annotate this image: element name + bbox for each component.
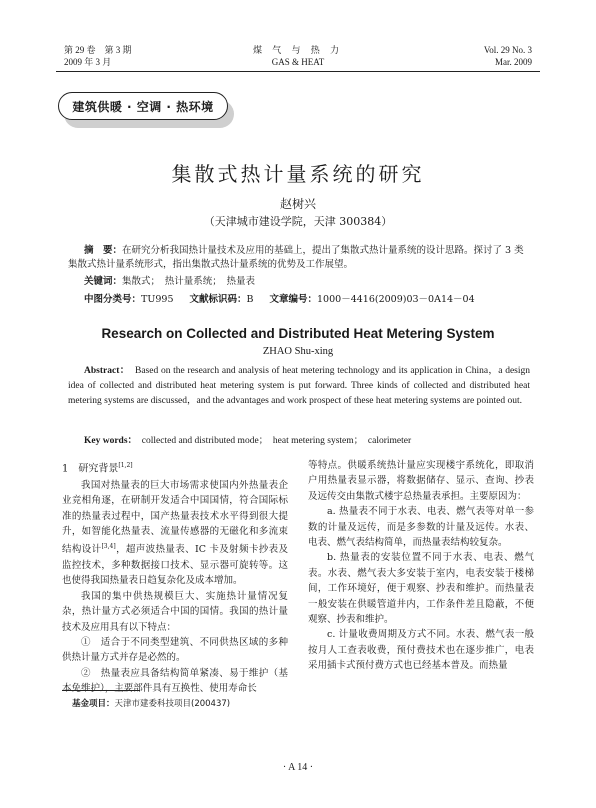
section-heading-text: 1 研究背景 xyxy=(62,463,119,475)
paragraph: 我国的集中供热规模巨大、实施热计量情况复杂，热计量方式必须适合中国的国情。我国的热计量技术及应用具有以下特点： xyxy=(62,590,288,633)
article-number-value: 1000－4416(2009)03－0A14－04 xyxy=(317,294,475,305)
english-author: ZHAO Shu-xing xyxy=(262,346,334,357)
volume-issue-en: Vol. 29 No. 3 xyxy=(483,45,532,55)
doc-code-label: 文献标识码： xyxy=(189,294,247,305)
article-title: 集散式热计量系统的研究 xyxy=(171,162,425,186)
section-heading xyxy=(62,458,288,477)
abstract-en-text: Based on the research and analysis of heat metering technology and its application in China，a design idea of collected and distributed heat metering system is put forward. Three kinds of collected and distributed heat metering systems are discussed，and the advantages and work prospect of these heat metering systems are pointed out. xyxy=(68,366,531,406)
issue-date-en: Mar. 2009 xyxy=(495,57,532,67)
paragraph-text: 我国对热量表的巨大市场需求使国内外热量表企业竞相角逐，在研制开发适合中国国情，符合国际标准的热量表过程中，国产热量表技术水平得到很大提升，如智能化热量表、流量传感器的无磁化和多流束结构设计 xyxy=(62,479,288,556)
paragraph: c. 计量收费周期及方式不同。水表、燃气表一般按月人工查表收费，预付费技术也在逐步推广，电表采用插卡式预付费方式也已经基本普及。而热量 xyxy=(308,629,534,672)
footnote-label: 基金项目： xyxy=(72,699,115,709)
keywords-cn-text: 集散式； 热计量系统； 热量表 xyxy=(122,276,256,287)
citation: [3,4] xyxy=(101,543,116,551)
keywords-en-text: collected and distributed mode； heat metering system； calorimeter xyxy=(141,436,412,446)
clc-label: 中图分类号： xyxy=(84,294,142,305)
abstract-en-label: Abstract： xyxy=(84,366,130,376)
footnote-divider xyxy=(62,690,140,691)
page-number: · A 14 · xyxy=(282,762,314,773)
footnote-text: 天津市建委科技项目(200437) xyxy=(114,699,231,709)
paragraph: ① 适合于不同类型建筑、不同供热区域的多种供热计量方式并存是必然的。 xyxy=(62,636,288,664)
issue-date: 2009 年 3 月 xyxy=(64,57,112,67)
paragraph xyxy=(62,478,288,589)
abstract-en xyxy=(68,364,530,409)
paragraph: b. 热量表的安装位置不同于水表、电表、燃气表。水表、燃气表大多安装于室内，电表安装于楼梯间，工作环境好，便于观察、抄表和维护。而热量表一般安装在供暖管道井内，工作条件差且隐蔽，不便观察、抄表和维护。 xyxy=(308,552,534,626)
journal-name-en: GAS & HEAT xyxy=(271,57,325,67)
clc-value: TU995 xyxy=(141,294,174,305)
running-header-right xyxy=(484,44,532,68)
header-divider xyxy=(56,71,540,72)
keywords-cn xyxy=(84,275,255,289)
paragraph: 等特点。供暖系统热计量应实现楼宇系统化，即取消户用热量表显示器，将数据储存、显示、查询、抄表及远传交由集散式楼宇总热量表承担。主要原因为： xyxy=(308,460,534,502)
doc-code-value: B xyxy=(246,294,254,305)
section-reference: [1,2] xyxy=(118,462,133,469)
classification-row xyxy=(84,293,475,307)
abstract-cn-label: 摘 要： xyxy=(84,245,123,256)
journal-name-cn: 煤 气 与 热 力 xyxy=(252,45,343,55)
section-banner xyxy=(38,84,270,136)
article-number-label: 文章编号： xyxy=(269,294,318,305)
keywords-en xyxy=(84,432,411,446)
author-affiliation: （天津城市建设学院，天津 300384） xyxy=(203,215,393,228)
footnote xyxy=(72,697,230,709)
keywords-cn-label: 关键词： xyxy=(84,276,123,287)
abstract-cn-text: 在研究分析我国热计量技术及应用的基础上，提出了集散式热计量系统的设计思路。探讨了 3 类集散式热计量系统形式，指出集散式热计量系统的优势及工作展望。 xyxy=(68,245,524,270)
body-column-left xyxy=(62,458,288,697)
keywords-en-label: Key words： xyxy=(84,436,138,446)
author-name: 赵树兴 xyxy=(279,197,316,211)
paragraph: ② 热量表应具备结构简单紧凑、易于维护（基本免维护），主要部件具有互换性、使用寿命长 xyxy=(62,667,288,695)
paragraph: a. 热量表不同于水表、电表、燃气表等对单一参数的计量及远传，而是多参数的计量及远传。水表、电表、燃气表结构简单，而热量表结构较复杂。 xyxy=(308,506,534,549)
abstract-cn xyxy=(68,244,530,272)
volume-issue: 第 29 卷 第 3 期 xyxy=(64,45,132,55)
body-column-right xyxy=(308,458,534,674)
banner-label: 建筑供暖 · 空调 · 热环境 xyxy=(58,92,228,120)
paragraph-text: ，超声波热量表、IC 卡及射频卡抄表及监控技术，多种数据接口技术、显示器可旋转等。这也使得我国热量表日趋复杂化及成本增加。 xyxy=(62,544,288,587)
english-title: Research on Collected and Distributed Heat Metering System xyxy=(101,326,495,341)
